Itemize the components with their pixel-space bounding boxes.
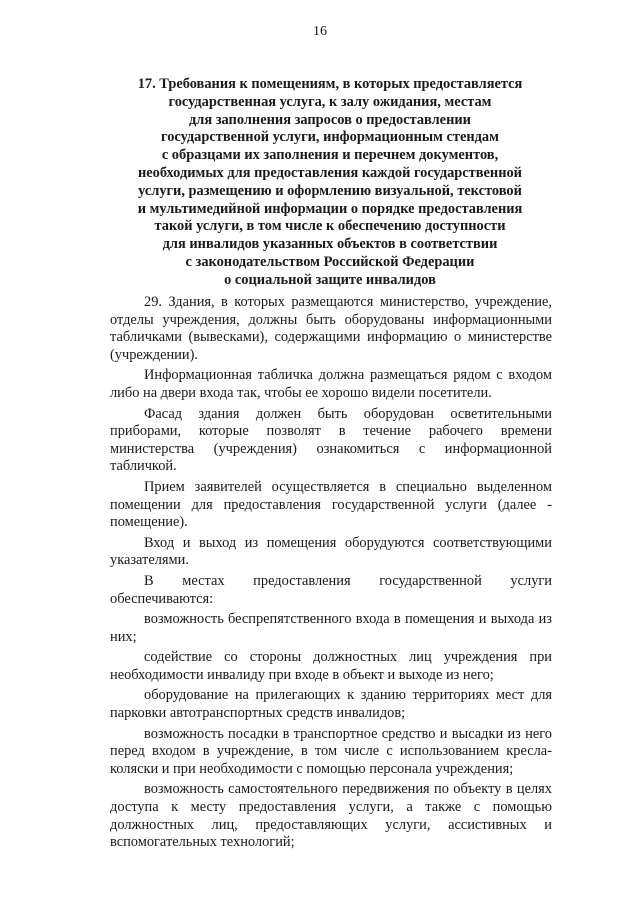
heading-line: такой услуги, в том числе к обеспечению доступности bbox=[154, 218, 506, 235]
paragraph-facade-lighting: Фасад здания должен быть оборудован осветительными приборами, которые позволят в течение рабочего времени министерства (учреждения) ознакомиться с информационной табличкой. bbox=[110, 405, 552, 475]
heading-line: услуги, размещению и оформлению визуальной, текстовой bbox=[138, 182, 522, 199]
page-number: 16 bbox=[313, 24, 327, 39]
paragraph-vehicle-boarding: возможность посадки в транспортное средство и высадки из него перед входом в учреждение, в том числе с использованием кресла-коляски и при необходимости с помощью персонала учреждения; bbox=[110, 725, 552, 777]
paragraph-staff-assistance: содействие со стороны должностных лиц учреждения при необходимости инвалиду при входе в объект и выходе из него; bbox=[110, 649, 552, 683]
heading-line: для инвалидов указанных объектов в соответствии bbox=[162, 236, 498, 253]
paragraph-independent-movement: возможность самостоятельного передвижения по объекту в целях доступа к месту предоставления услуги, а также с помощью должностных лиц, предоставляющих услуги, ассистивных и вспомогательных технологий; bbox=[110, 781, 552, 851]
heading-line: 17. Требования к помещениям, в которых предоставляется bbox=[137, 76, 523, 92]
heading-line: о социальной защите инвалидов bbox=[224, 271, 436, 288]
paragraph-parking: оборудование на прилегающих к зданию территориях мест для парковки автотранспортных средств инвалидов; bbox=[110, 687, 552, 722]
paragraph-reception-room: Прием заявителей осуществляется в специально выделенном помещении для предоставления государственной услуги (далее - помещение). bbox=[110, 478, 552, 531]
heading-line: с образцами их заполнения и перечнем документов, bbox=[161, 147, 499, 164]
paragraph-provided-conditions: В местах предоставления государственной услуги обеспечиваются: bbox=[110, 572, 552, 607]
heading-line: для заполнения запросов о предоставлении bbox=[189, 111, 471, 128]
heading-line: и мультимедийной информации о порядке предоставления bbox=[137, 200, 523, 217]
document-body bbox=[110, 294, 552, 855]
paragraph-29-signage: 29. Здания, в которых размещаются министерство, учреждение, отделы учреждения, должны быть оборудованы информационными табличками (вывесками), содержащими информацию о министерстве (учреждении). bbox=[110, 294, 552, 363]
paragraph-sign-placement: Информационная табличка должна размещаться рядом с входом либо на двери входа так, чтобы ее хорошо видели посетители. bbox=[110, 367, 552, 401]
paragraph-entrance-signs: Вход и выход из помещения оборудуются соответствующими указателями. bbox=[110, 534, 552, 569]
section-heading bbox=[90, 76, 570, 290]
paragraph-unobstructed-access: возможность беспрепятственного входа в помещения и выхода из них; bbox=[110, 611, 552, 645]
heading-line: государственной услуги, информационным стендам bbox=[161, 129, 499, 146]
heading-line: с законодательством Российской Федерации bbox=[185, 253, 475, 270]
heading-line: необходимых для предоставления каждой государственной bbox=[138, 164, 522, 181]
heading-line: государственная услуга, к залу ожидания, местам bbox=[168, 93, 492, 110]
